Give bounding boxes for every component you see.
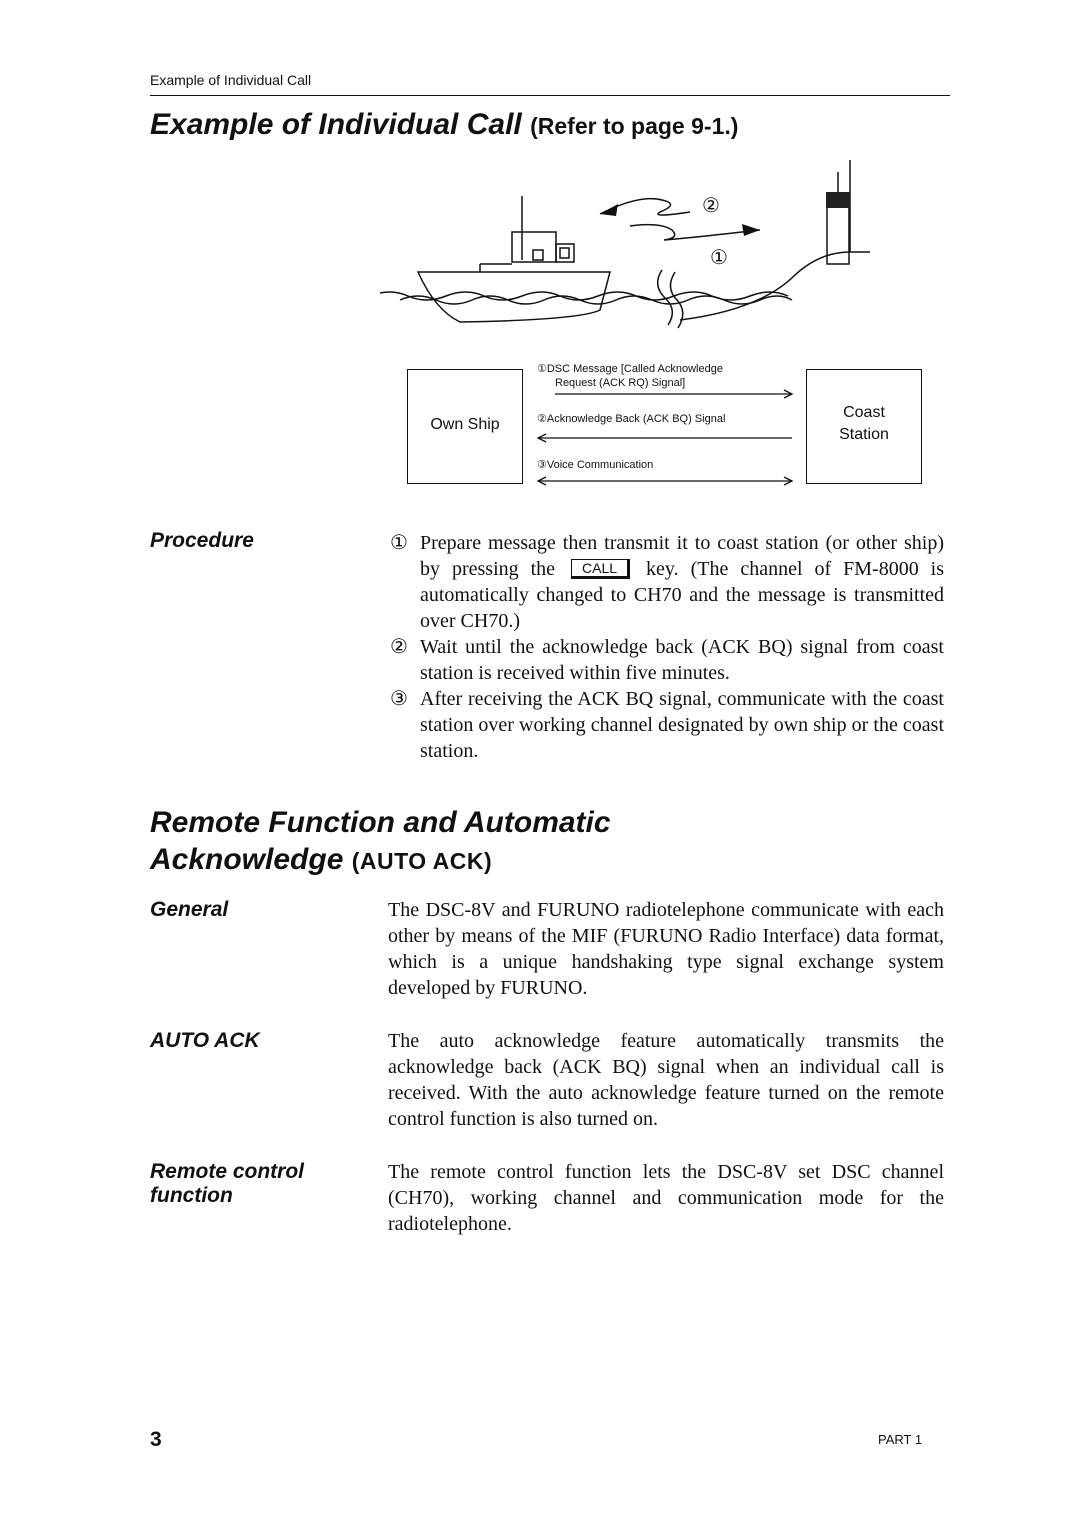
ship-coast-illustration <box>380 160 920 360</box>
step-3-text: After receiving the ACK BQ signal, communicate with the coast station over working channel designated by own ship or the coast station. <box>420 688 944 762</box>
section-title-remote-line1: Remote Function and Automatic <box>150 806 611 839</box>
sea-waves <box>380 292 788 300</box>
part-label: PART 1 <box>878 1432 923 1447</box>
remote-control-label-line1: Remote control <box>150 1160 305 1183</box>
step-1-number: ① <box>390 532 408 554</box>
header-rule <box>150 95 950 96</box>
procedure-step-1 <box>388 530 944 634</box>
section-title-individual-call <box>150 108 738 142</box>
section-title-acknowledge: Acknowledge <box>150 843 344 876</box>
arrowhead-forward <box>742 224 760 236</box>
call-key: CALL <box>571 559 630 579</box>
own-ship-label: Own Ship <box>430 416 500 433</box>
auto-ack-label: AUTO ACK <box>150 1029 260 1052</box>
own-ship-box <box>407 369 523 484</box>
step-1-text-post: key. (The channel of FM-8000 is automatically changed to CH70 and the message is transmitted over CH70.) <box>420 558 945 632</box>
ship-window <box>533 250 543 260</box>
remote-control-label-line2: function <box>150 1184 233 1207</box>
page-number: 3 <box>150 1428 162 1451</box>
signal-arrow-forward <box>630 225 760 240</box>
general-label: General <box>150 898 229 921</box>
step-1-text-pre: Prepare message then transmit it to coast station (or other ship) by pressing the <box>420 532 944 580</box>
section-title-text: Example of Individual Call <box>150 108 522 141</box>
general-text: The DSC-8V and FURUNO radiotelephone communicate with each other by means of the MIF (FURUNO Radio Interface) data format, which is a unique handshaking type signal exchange system developed by FURUNO. <box>388 899 944 999</box>
ship-bridge <box>512 232 556 262</box>
shoreline <box>680 252 870 320</box>
procedure-step-3 <box>388 686 944 764</box>
ship-window-2 <box>560 248 569 258</box>
signal-2-label: ②Acknowledge Back (ACK BQ) Signal <box>537 413 726 425</box>
arrowhead-back <box>600 204 618 216</box>
procedure-steps <box>388 530 944 764</box>
auto-ack-text: The auto acknowledge feature automatically transmits the acknowledge back (ACK BQ) signal when an individual call is received. With the auto acknowledge feature turned on the remote control function is also turned on. <box>388 1030 944 1130</box>
remote-control-text: The remote control function lets the DSC-8V set DSC channel (CH70), working channel and communication mode for the radiotelephone. <box>388 1161 944 1235</box>
coast-station-label-1: Coast <box>843 404 885 421</box>
procedure-label: Procedure <box>150 529 254 552</box>
section-title-reference: (Refer to page 9-1.) <box>530 113 739 139</box>
section-title-remote-line2 <box>150 843 492 877</box>
signal-arrows <box>530 388 800 488</box>
section-title-auto-ack: (AUTO ACK) <box>351 848 493 874</box>
marker-1: ① <box>710 247 728 269</box>
marker-2: ② <box>702 195 720 217</box>
coast-station-box <box>806 369 922 484</box>
step-2-text: Wait until the acknowledge back (ACK BQ) signal from coast station is received within five minutes. <box>420 636 944 684</box>
step-2-number: ② <box>390 636 408 658</box>
ship-cabin <box>556 244 574 262</box>
signal-1-label-line1: ①DSC Message [Called Acknowledge <box>537 363 723 375</box>
remote-control-label <box>150 1160 304 1208</box>
signal-3-label: ③Voice Communication <box>537 459 654 471</box>
procedure-step-2 <box>388 634 944 686</box>
antenna-block <box>826 192 850 208</box>
running-header: Example of Individual Call <box>150 72 312 88</box>
coast-station-label-2: Station <box>839 426 889 443</box>
step-3-number: ③ <box>390 688 408 710</box>
ship-hull <box>418 272 610 322</box>
signal-1-label-line2: Request (ACK RQ) Signal] <box>555 377 686 389</box>
